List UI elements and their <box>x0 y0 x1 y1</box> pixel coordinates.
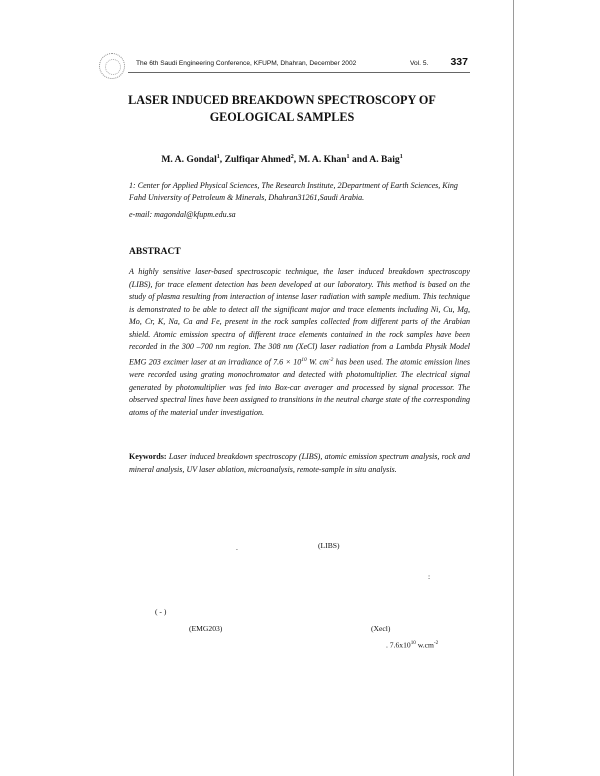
volume-label: Vol. 5. <box>410 60 429 67</box>
author-name: Zulfiqar Ahmed <box>224 154 291 166</box>
author-separator: , <box>293 154 299 166</box>
title-line-1: LASER INDUCED BREAKDOWN SPECTROSCOPY OF <box>128 93 436 107</box>
arabic-abstract-fragment: (Xecl) <box>371 624 391 633</box>
author-name: M. A. Khan <box>298 154 347 166</box>
arabic-abstract-fragment: (EMG203) <box>189 624 223 633</box>
arabic-abstract-fragment: . <box>236 543 238 552</box>
author-separator: and <box>349 154 370 166</box>
affiliation-mark: 2 <box>290 154 294 160</box>
affiliations: 1: Center for Applied Physical Sciences, The Research Institute, 2Department of Earth Sciences, King Fahd University of Petroleum & Minerals, Dhahran31261,Saudi Arabia. <box>129 181 458 202</box>
conference-seal-logo <box>99 53 125 79</box>
arabic-abstract-fragment: (LIBS) <box>318 541 340 550</box>
arabic-abstract-fragment: . $7.6x10^{10}$ $w.cm^{-2}$ <box>386 640 439 650</box>
paper-title <box>96 92 468 125</box>
author-separator: , <box>219 154 225 166</box>
email-address: e-mail: magondal@kfupm.edu.sa <box>129 210 236 219</box>
page-edge-line <box>513 0 514 776</box>
running-header <box>136 58 468 70</box>
conference-name: The 6th Saudi Engineering Conference, KFUPM, Dhahran, December 2002 <box>136 60 357 67</box>
keywords-label: Keywords: <box>129 452 167 461</box>
arabic-abstract-fragment: : <box>428 572 431 581</box>
author-list <box>96 154 468 165</box>
header-rule <box>128 72 470 73</box>
title-line-2: GEOLOGICAL SAMPLES <box>209 109 355 124</box>
arabic-abstract-fragment: ( - ) <box>155 607 167 616</box>
affiliation-mark: 1 <box>399 154 403 160</box>
affiliation-mark: 1 <box>216 154 220 160</box>
abstract-body: A highly sensitive laser-based spectroscopic technique, the laser induced breakdown spectroscopy (LIBS), for trace element detection has been developed at our laboratory. This method is based on the study of plasma resulting from interaction of intense laser radiation with sample medium. This technique is demonstrated to be able to detect all the significant major and trace elements including Ni, Cu, Mg, Mo, Cr, K, Na, Ca and Fe, present in the rock samples collected from different parts of the Arabian shield. Atomic emission spectra of different trace elements contained in the rock samples have been recorded in the 300 –700 nm region. The 308 nm (XeCl) laser radiation from a Lambda Physik Model EMG 203 excimer laser at an irradiance of $7.6 \times 10^{10}$ W. $cm^{-2}$ has been used. The atomic emission lines were recorded using grating monochromator and detected with photomultiplier. The electrical signal generated by photomultiplier was fed into Box-car averager and processed by signal processor. The observed spectral lines have been assigned to transitions in the neutral charge state of the corresponding atoms of the material under investigation. <box>129 267 471 417</box>
affiliation-mark: 1 <box>346 154 350 160</box>
abstract-heading: ABSTRACT <box>129 247 181 257</box>
author-name: M. A. Gondal <box>161 154 217 166</box>
keywords <box>129 451 470 476</box>
page-number: 337 <box>450 56 468 68</box>
author-name: A. Baig <box>369 154 400 166</box>
keywords-text: Laser induced breakdown spectroscopy (LIBS), atomic emission spectrum analysis, rock and mineral analysis, UV laser ablation, microanalysis, remote-sample in situ analysis. <box>129 452 470 474</box>
